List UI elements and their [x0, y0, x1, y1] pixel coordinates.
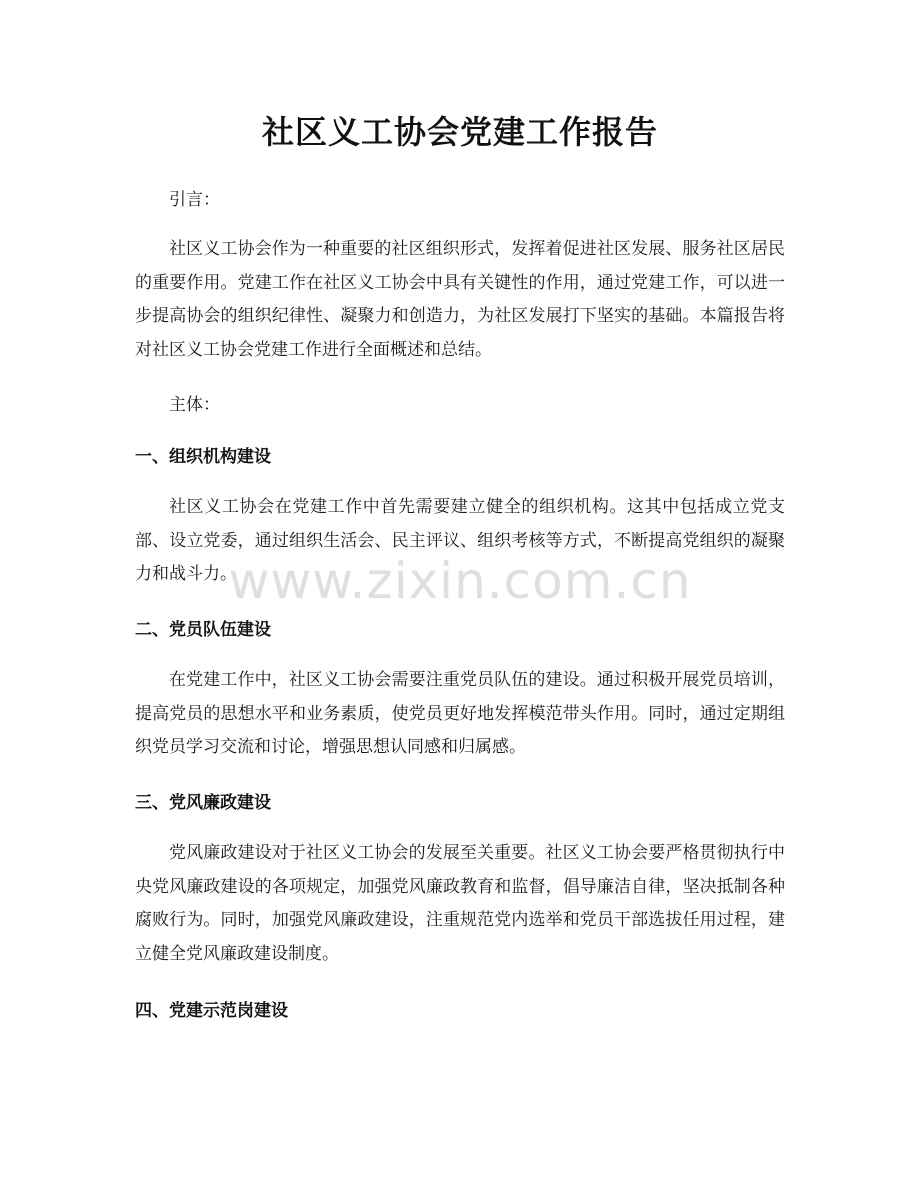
body-label: 主体： — [169, 395, 220, 415]
intro-paragraph: 社区义工协会作为一种重要的社区组织形式，发挥着促进社区发展、服务社区居民的重要作用。党建工作在社区义工协会中具有关键性的作用，通过党建工作，可以进一步提高协会的组织纪律性、凝聚力和创造力，为社区发展打下坚实的基础。本篇报告将对社区义工协会党建工作进行全面概述和总结。 — [135, 239, 785, 360]
section-text-3: 党风廉政建设对于社区义工协会的发展至关重要。社区义工协会要严格贯彻执行中央党风廉政建设的各项规定，加强党风廉政教育和监督，倡导廉洁自律，坚决抵制各种腐败行为。同时，加强党风廉政建设，注重规范党内选举和党员干部选拔任用过程，建立健全党风廉政建设制度。 — [135, 843, 785, 964]
watermark: www.zixin.com.cn — [228, 552, 692, 610]
section-heading-4: 四、党建示范岗建设 — [135, 1001, 288, 1021]
section-text-2: 在党建工作中，社区义工协会需要注重党员队伍的建设。通过积极开展党员培训，提高党员的思想水平和业务素质，使党员更好地发挥模范带头作用。同时，通过定期组织党员学习交流和讨论，增强思想认同感和归属感。 — [135, 670, 785, 757]
section-heading-2: 二、党员队伍建设 — [135, 620, 271, 640]
intro-label: 引言： — [169, 190, 220, 210]
section-text-1: 社区义工协会在党建工作中首先需要建立健全的组织机构。这其中包括成立党支部、设立党委，通过组织生活会、民主评议、组织考核等方式，不断提高党组织的凝聚力和战斗力。 — [135, 497, 785, 584]
document-title: 社区义工协会党建工作报告 — [261, 113, 658, 151]
section-heading-3: 三、党风廉政建设 — [135, 793, 271, 813]
section-heading-1: 一、组织机构建设 — [135, 447, 271, 467]
